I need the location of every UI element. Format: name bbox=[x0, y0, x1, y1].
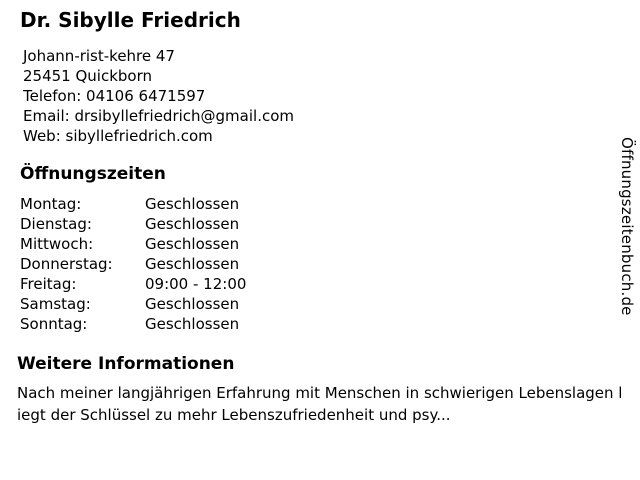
web-label: Web: bbox=[23, 127, 61, 145]
further-information-heading: Weitere Informationen bbox=[17, 354, 235, 374]
day-label: Donnerstag: bbox=[20, 255, 113, 273]
day-label: Freitag: bbox=[20, 275, 77, 293]
email-value: drsibyllefriedrich@gmail.com bbox=[74, 107, 295, 125]
day-value: Geschlossen bbox=[145, 315, 240, 333]
hours-row-monday bbox=[20, 194, 640, 214]
day-label: Montag: bbox=[20, 195, 82, 213]
day-value: Geschlossen bbox=[145, 195, 240, 213]
web-value: sibyllefriedrich.com bbox=[65, 127, 213, 145]
email-line bbox=[23, 106, 640, 126]
day-label: Dienstag: bbox=[20, 215, 92, 233]
day-value: Geschlossen bbox=[145, 235, 240, 253]
hours-row-thursday bbox=[20, 254, 640, 274]
opening-hours-heading: Öffnungszeiten bbox=[20, 164, 166, 184]
hours-row-wednesday bbox=[20, 234, 640, 254]
web-line bbox=[23, 126, 640, 146]
day-value: Geschlossen bbox=[145, 215, 240, 233]
hours-row-tuesday bbox=[20, 214, 640, 234]
day-value: Geschlossen bbox=[145, 295, 240, 313]
phone-label: Telefon: bbox=[23, 87, 82, 105]
day-label: Samstag: bbox=[20, 295, 91, 313]
opening-hours-table bbox=[20, 194, 640, 334]
hours-row-sunday bbox=[20, 314, 640, 334]
further-information-text: Nach meiner langjährigen Erfahrung mit Menschen in schwierigen Lebenslagen liegt der Schlüssel zu mehr Lebenszufriedenheit und psy... bbox=[17, 384, 623, 424]
day-value: Geschlossen bbox=[145, 255, 240, 273]
page-title: Dr. Sibylle Friedrich bbox=[20, 8, 241, 32]
site-watermark-vertical-text: Öffnungszeitenbuch.de bbox=[618, 137, 636, 316]
address-line-2: 25451 Quickborn bbox=[23, 67, 153, 85]
day-value: 09:00 - 12:00 bbox=[145, 275, 247, 293]
hours-row-saturday bbox=[20, 294, 640, 314]
day-label: Mittwoch: bbox=[20, 235, 94, 253]
day-label: Sonntag: bbox=[20, 315, 88, 333]
phone-line bbox=[23, 86, 640, 106]
phone-value: 04106 6471597 bbox=[86, 87, 206, 105]
contact-info bbox=[23, 46, 640, 146]
address-line-1: Johann-rist-kehre 47 bbox=[23, 47, 175, 65]
email-label: Email: bbox=[23, 107, 70, 125]
hours-row-friday bbox=[20, 274, 640, 294]
